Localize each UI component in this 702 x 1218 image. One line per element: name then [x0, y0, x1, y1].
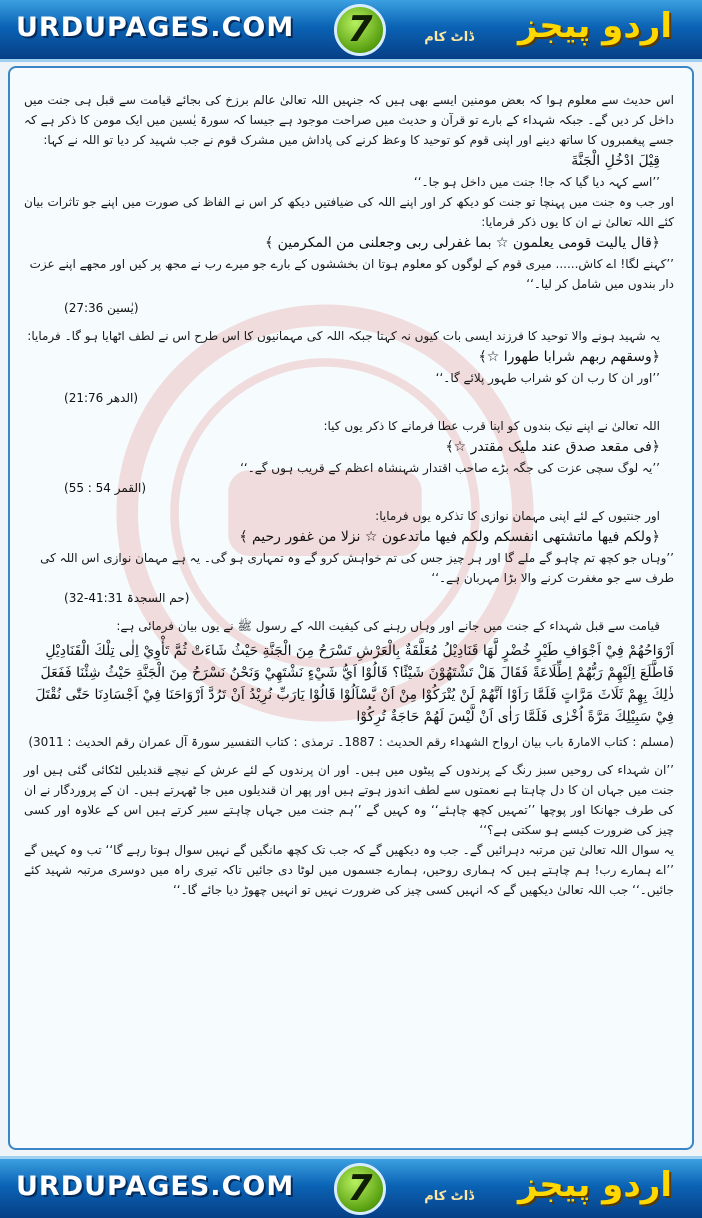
reference-5: (حم السجدۃ 41:31-32)	[64, 591, 190, 605]
hadith-translation-2: یہ سوال اللہ تعالیٰ تین مرتبہ دہرائیں گے۔ جب وہ دیکھیں گے کہ جب تک کچھ مانگیں گے نہیں سوال ہوتا رہے گا‘‘ تب وہ کہیں گے ’’اے ہمارے رب! ہم چاہتے ہیں کہ ہماری روحیں، ہمارے جسموں میں لوٹا دی جائیں تاکہ تیری راہ میں دوسری مرتبہ شہید کئے جائیں۔‘‘ جب اللہ تعالیٰ دیکھیں گے کہ انہیں کسی چیز کی ضرورت نہیں تو انہیں چھوڑ دیا جائے گا۔‘‘	[24, 843, 674, 897]
footer-banner	[0, 1156, 702, 1218]
paragraph-3: یہ شہید ہونے والا توحید کا فرزند ایسی بات کیوں نہ کہتا جبکہ اللہ کی مہمانیوں کا اس طرح اس نے لطف اٹھایا ہو گا۔ فرمایا:	[27, 329, 660, 343]
arabic-verse-3: ﴿وسقھم ربھم شرابا طھورا ☆﴾	[478, 349, 660, 365]
article-content	[24, 90, 674, 900]
paragraph-5: اور جنتیوں کے لئے اپنی مہمان نوازی کا تذکرہ یوں فرمایا:	[375, 509, 660, 523]
hadith-arabic: اَرْوَاحُهُمْ فِيْ اَجْوَافِ طَيْرٍ خُضْرٍ لَّهَا قَنَادِيْلُ مُعَلَّقَةٌ بِالْعَرْشِ تَسْرَحُ مِنَ الْجَنَّةِ حَيْثُ شَاءَتْ ثُمَّ تَأْوِيْ اِلٰى تِلْكَ الْقَنَادِيْلِ فَاطَّلَعَ اِلَيْهِمْ رَبُّهُمْ اِطِّلَاعَةً فَقَالَ هَلْ تَشْتَهُوْنَ شَيْئًا؟ قَالُوْا اَيُّ شَيْءٍ نَشْتَهِيْ وَنَحْنُ نَسْرَحُ مِنَ الْجَنَّةِ حَيْثُ شِئْنَا فَفَعَلَ ذٰلِكَ بِهِمْ ثَلَاثَ مَرَّاتٍ فَلَمَّا رَاَوْا اَنَّهُمْ لَنْ يُتْرَكُوْا مِنْ اَنْ يَّسْاَلُوْا قَالُوْا يَارَبِّ نُرِيْدُ اَنْ تَرُدَّ اَرْوَاحَنَا فِيْ اَجْسَادِنَا حَتّٰى نُقْتَلَ فِيْ سَبِيْلِكَ مَرَّةً اُخْرٰى فَلَمَّا رَاٰى اَنْ لَّيْسَ لَهُمْ حَاجَةٌ تُرِكُوْا	[35, 643, 674, 725]
reference-4: (القمر 54 : 55)	[64, 481, 147, 495]
page-number-badge: 7	[334, 4, 386, 56]
page-frame	[8, 66, 694, 1150]
reference-2: (یٰسین 27:36)	[64, 301, 139, 315]
paragraph-1: اس حدیث سے معلوم ہوا کہ بعض مومنین ایسے بھی ہیں کہ جنہیں اللہ تعالیٰ عالم برزخ کی بجائے قیامت سے قبل ہی جنت میں داخل کر دیں گے۔ جبکہ شہداء کے بارے تو قرآن و حدیث میں صراحت موجود ہے جیسا کہ سورۃ یٰسین میں ایک مومن کا ذکر ہے کہ جسے پیغمبروں کا ساتھ دینے اور اپنی قوم کو توحید کا وعظ کرنے کی پاداش میں مشرک قوم نے جب شہید کر دیا تو اللہ نے کہا:	[24, 93, 674, 147]
paragraph-6: قیامت سے قبل شہداء کے جنت میں جانے اور وہاں رہنے کی کیفیت اللہ کے رسول ﷺ نے یوں بیان فرمائی ہے:	[116, 619, 660, 633]
arabic-verse-5: ﴿ولکم فیھا ماتشتھی انفسکم ولکم فیھا ماتدعون ☆ نزلا من غفور رحیم ﴾	[239, 529, 660, 545]
arabic-verse-4: ﴿فی مقعد صدق عند ملیک مقتدر ☆﴾	[445, 439, 660, 455]
urdu-logo: اردو پیجز	[518, 6, 672, 46]
arabic-verse-1: قِيْلَ ادْخُلِ الْجَنَّةَ	[571, 153, 660, 169]
translation-5: ’’وہاں جو کچھ تم چاہو گے ملے گا اور ہر چیز جس کی تم خواہش کرو گے وہ تمہاری ہو گی۔ یہ ہے مہمان نوازی اس اللہ کی طرف سے جو مغفرت کرنے والا بڑا مہربان ہے۔‘‘	[40, 551, 674, 585]
translation-4: ’’یہ لوگ سچی عزت کی جگہ بڑے صاحب اقتدار شہنشاہ اعظم کے قریب ہوں گے۔‘‘	[240, 461, 660, 475]
reference-3: (الدھر 21:76)	[64, 391, 139, 405]
paragraph-2: اور جب وہ جنت میں پہنچا تو جنت کو دیکھ کر اور اپنے اللہ کی ضیافتیں دیکھ کر اس نے الفاظ کی صورت میں اپنے جو تاثرات بیان کئے اللہ تعالیٰ نے ان کا یوں ذکر فرمایا:	[24, 195, 674, 229]
footer-logo-dotcom: ڈاٹ کام	[424, 1189, 474, 1204]
paragraph-4: اللہ تعالیٰ نے اپنے نیک بندوں کو اپنا قرب عطا فرمانے کا ذکر یوں کیا:	[323, 419, 660, 433]
logo-dotcom: ڈاٹ کام	[424, 30, 474, 45]
hadith-reference: (مسلم : کتاب الامارۃ باب بیان ارواح الشھداء رقم الحدیث : 1887۔ ترمذی : کتاب التفسیر سورۃ آل عمران رقم الحدیث : 3011)	[28, 735, 674, 749]
site-title[interactable]: URDUPAGES.COM	[16, 12, 295, 43]
arabic-verse-2: ﴿قال یالیت قومی یعلمون ☆ بما غفرلی ربی وجعلنی من المکرمین ﴾	[264, 235, 660, 251]
header-banner	[0, 0, 702, 62]
footer-page-number-badge: 7	[334, 1163, 386, 1215]
translation-3: ’’اور ان کا رب ان کو شراب طہور پلائے گا۔‘‘	[435, 371, 660, 385]
translation-1: ’’اسے کہہ دیا گیا کہ جا! جنت میں داخل ہو جا۔‘‘	[413, 175, 660, 189]
footer-urdu-logo: اردو پیجز	[518, 1165, 672, 1205]
footer-site-title[interactable]: URDUPAGES.COM	[16, 1171, 295, 1202]
translation-2: ’’کہنے لگا! اے کاش...... میری قوم کے لوگوں کو معلوم ہوتا ان بخششوں کے بارے جو میرے رب نے مجھ پر کیں اور مجھے اپنے عزت دار بندوں میں شامل کر لیا۔‘‘	[29, 257, 674, 291]
hadith-translation-1: ’’ان شہداء کی روحیں سبز رنگ کے پرندوں کے پیٹوں میں ہیں۔ اور ان پرندوں کے لئے عرش کے نیچے قندیلیں لٹکائی گئی ہیں اور جنت میں جہاں ان کا دل چاہتا ہے نعمتوں سے لطف اندوز ہوتے ہیں اور پھر ان قندیلوں میں جا ٹھہرتے ہیں۔ ان کے پروردگار نے ان کی طرف جھانکا اور پوچھا ’’تمہیں کچھ چاہئے‘‘ وہ کہیں گے ’’ہم جنت میں جہاں چاہتے سیر کرتے ہیں اس کے علاوہ اور کسی چیز کی ضرورت کیسے ہو سکتی ہے؟‘‘	[24, 763, 674, 837]
